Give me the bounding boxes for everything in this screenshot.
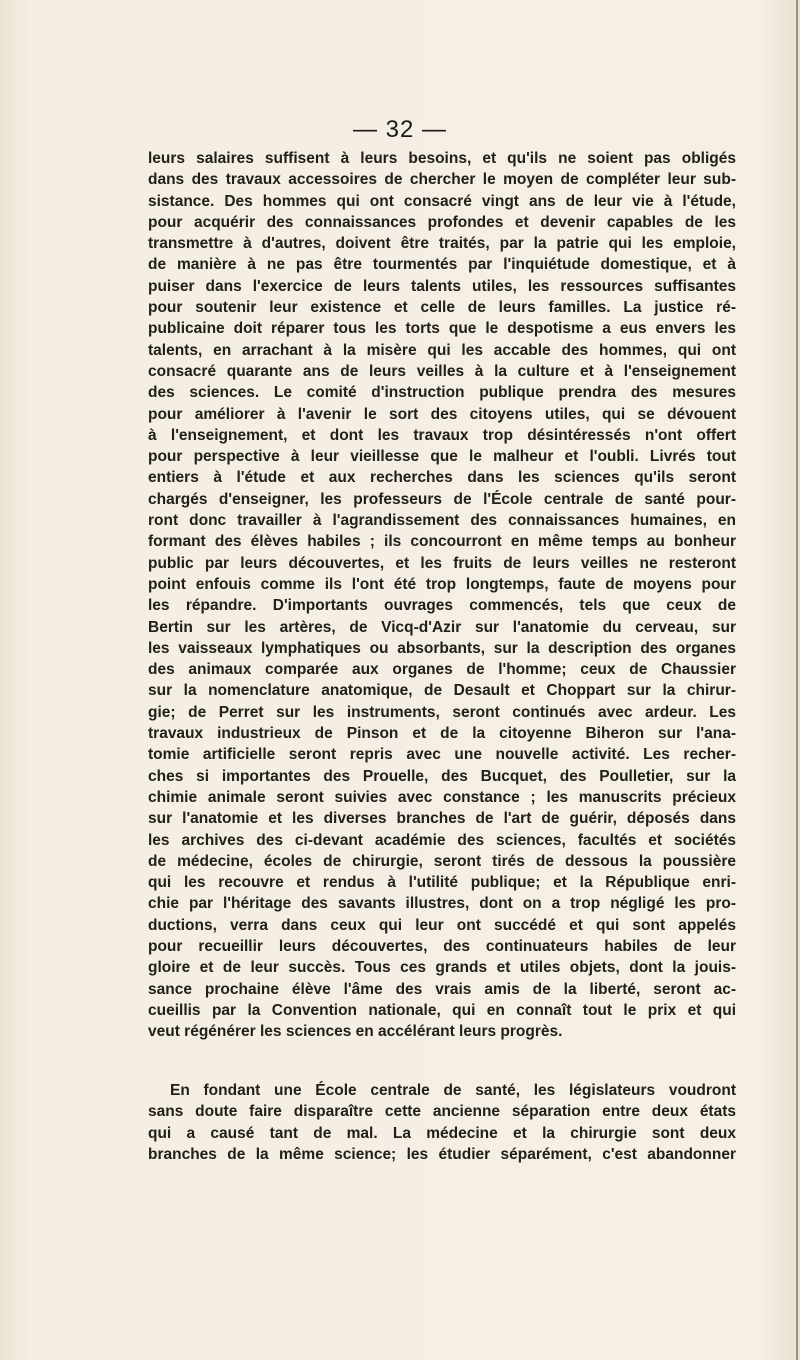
text-line: gloire et de leur succès. Tous ces grands et utiles objets, dont la jouis- bbox=[148, 959, 736, 977]
text-line: pour recueillir leurs découvertes, des continuateurs habiles de leur bbox=[148, 937, 736, 955]
text-line: Bertin sur les artères, de Vicq-d'Azir sur l'anatomie du cerveau, sur bbox=[148, 618, 736, 636]
text-line: qui a causé tant de mal. La médecine et la chirurgie sont deux bbox=[148, 1124, 736, 1142]
paragraph-2 bbox=[148, 1080, 736, 1165]
text-line: les vaisseaux lymphatiques ou absorbants, sur la description des organes bbox=[148, 639, 736, 657]
page-number: — 32 — bbox=[352, 116, 448, 143]
text-line: travaux industrieux de Pinson et de la citoyenne Biheron sur l'ana- bbox=[148, 725, 736, 743]
text-line: qui les recouvre et rendus à l'utilité publique; et la République enri- bbox=[148, 874, 736, 892]
text-line: puiser dans l'exercice de leurs talents utiles, les ressources suffisantes bbox=[148, 277, 736, 295]
text-line: sance prochaine élève l'âme des vrais amis de la liberté, seront ac- bbox=[148, 980, 736, 998]
text-line: de manière à ne pas être tourmentés par l'inquiétude domestique, et à bbox=[148, 256, 736, 274]
text-line: formant des élèves habiles ; ils concourront en même temps au bonheur bbox=[148, 533, 736, 551]
text-line: pour perspective à leur vieillesse que le malheur et l'oubli. Livrés tout bbox=[148, 448, 736, 466]
text-line: entiers à l'étude et aux recherches dans les sciences qu'ils seront bbox=[148, 469, 736, 487]
text-line: pour améliorer à l'avenir le sort des citoyens utiles, qui se dévouent bbox=[148, 405, 736, 423]
text-line: des animaux comparée aux organes de l'homme; ceux de Chaussier bbox=[148, 661, 736, 679]
text-line: branches de la même science; les étudier séparément, c'est abandonner bbox=[148, 1145, 736, 1163]
text-line: sur l'anatomie et les diverses branches de l'art de guérir, déposés dans bbox=[148, 810, 736, 828]
text-line: les répandre. D'importants ouvrages commencés, tels que ceux de bbox=[148, 597, 736, 615]
text-line: publicaine doit réparer tous les torts que le despotisme a eus envers les bbox=[148, 320, 736, 338]
text-line: ductions, verra dans ceux qui leur ont succédé et qui sont appelés bbox=[148, 916, 736, 934]
text-line: dans des travaux accessoires de chercher le moyen de compléter leur sub- bbox=[148, 171, 736, 189]
text-line: talents, en arrachant à la misère qui les accable des hommes, qui ont bbox=[148, 341, 736, 359]
text-line: veut régénérer les sciences en accélérant leurs progrès. bbox=[148, 1023, 563, 1041]
text-line: ches si importantes des Prouelle, des Bucquet, des Poulletier, sur la bbox=[148, 767, 736, 785]
text-line: tomie artificielle seront repris avec une nouvelle activité. Les recher- bbox=[148, 746, 736, 764]
text-line: pour acquérir des connaissances profondes et devenir capables de les bbox=[148, 213, 736, 231]
text-line: chimie animale seront suivies avec constance ; les manuscrits précieux bbox=[148, 788, 736, 806]
text-line: cueillis par la Convention nationale, qui en connaît tout le prix et qui bbox=[148, 1001, 736, 1019]
text-line: les archives des ci-devant académie des sciences, facultés et sociétés bbox=[148, 831, 736, 849]
text-line: En fondant une École centrale de santé, les législateurs voudront bbox=[170, 1082, 736, 1099]
text-line: sur la nomenclature anatomique, de Desault et Choppart sur la chirur- bbox=[148, 682, 736, 700]
text-line: chargés d'enseigner, les professeurs de l'École centrale de santé pour- bbox=[148, 490, 736, 508]
text-line: pour soutenir leur existence et celle de leurs familles. La justice ré- bbox=[148, 299, 736, 317]
page-edge-shadow bbox=[796, 0, 798, 1360]
text-line: gie; de Perret sur les instruments, seront continués avec ardeur. Les bbox=[148, 703, 736, 721]
text-line: sistance. Des hommes qui ont consacré vingt ans de leur vie à l'étude, bbox=[148, 192, 736, 210]
text-line: point enfouis comme ils l'ont été trop longtemps, faute de moyens pour bbox=[148, 575, 736, 593]
text-line: transmettre à d'autres, doivent être traités, par la patrie qui les emploie, bbox=[148, 235, 736, 253]
text-line: des sciences. Le comité d'instruction publique prendra des mesures bbox=[148, 384, 736, 402]
text-line: leurs salaires suffisent à leurs besoins, et qu'ils ne soient pas obligés bbox=[148, 150, 736, 167]
text-line: consacré quarante ans de leurs veilles à la culture et à l'enseignement bbox=[148, 362, 736, 380]
text-line: de médecine, écoles de chirurgie, seront tirés de dessous la poussière bbox=[148, 852, 736, 870]
text-line: chie par l'héritage des savants illustres, dont on a trop négligé les pro- bbox=[148, 895, 736, 913]
text-line: ront donc travailler à l'agrandissement des connaissances humaines, en bbox=[148, 512, 736, 530]
text-line: à l'enseignement, et dont les travaux trop désintéressés n'ont offert bbox=[148, 426, 736, 444]
text-line: public par leurs découvertes, et les fruits de leurs veilles ne resteront bbox=[148, 554, 736, 572]
text-line: sans doute faire disparaître cette ancienne séparation entre deux états bbox=[148, 1103, 736, 1121]
paragraph-1 bbox=[148, 148, 736, 1042]
